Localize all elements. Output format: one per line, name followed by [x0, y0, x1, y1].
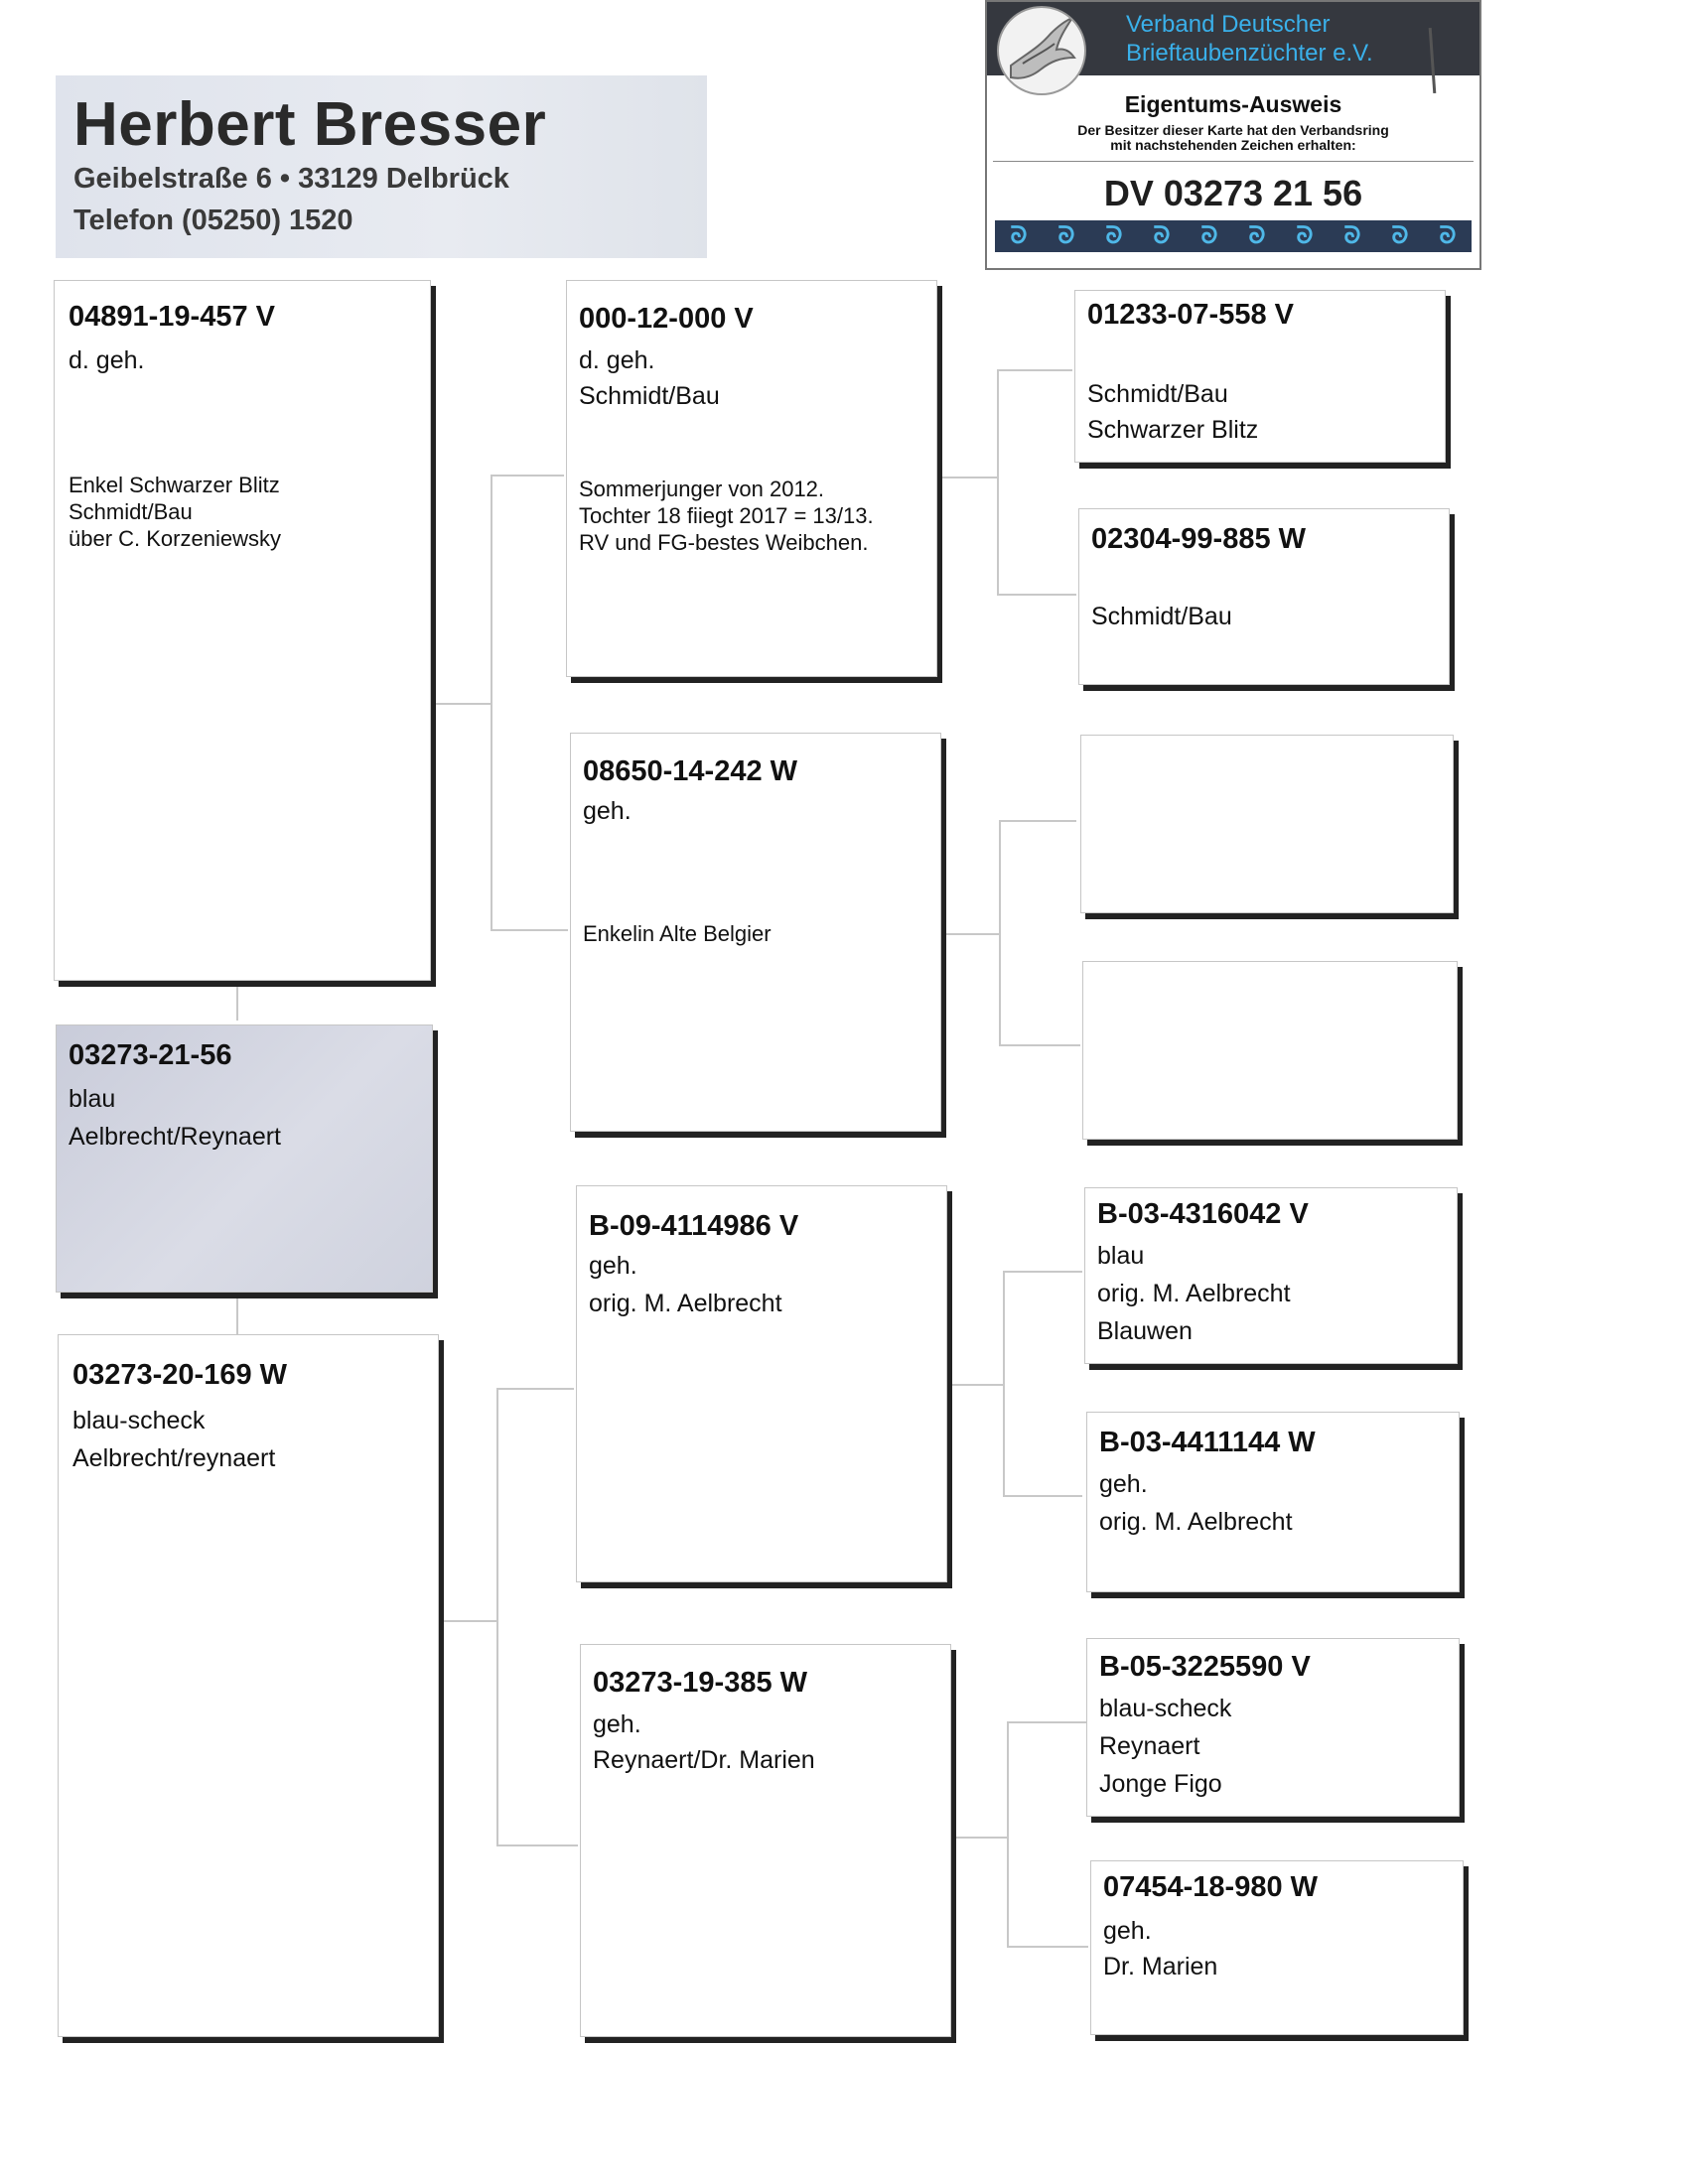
pedigree-box-ffm: [1078, 508, 1450, 685]
connector-line: [1007, 1721, 1009, 1948]
pedigree-box-mfm: [1086, 1412, 1460, 1592]
pedigree-box-mmm: [1090, 1860, 1464, 2035]
lineage-label: Schwarzer Blitz: [1087, 416, 1259, 444]
connector-line: [951, 1837, 1009, 1839]
ring-number: 03273-19-385 W: [593, 1667, 808, 1699]
ring-number: B-05-3225590 V: [1099, 1651, 1311, 1683]
pedigree-box-father-father: [566, 280, 937, 677]
pedigree-box-fff: [1074, 290, 1446, 463]
band-pattern-glyph: ᘐ: [1153, 222, 1171, 249]
pedigree-box-mother: [58, 1334, 439, 2037]
card-org-line: Brieftaubenzüchter e.V.: [1126, 40, 1373, 67]
lineage-label: Reynaert/Dr. Marien: [593, 1746, 815, 1774]
pedigree-box-fmf-empty: [1080, 735, 1454, 913]
note-line: Enkel Schwarzer Blitz: [69, 473, 280, 497]
ring-number: 03273-20-169 W: [72, 1359, 288, 1391]
pigeon-logo-icon: [997, 6, 1086, 95]
connector-line: [943, 933, 1001, 935]
ring-number: B-03-4316042 V: [1097, 1198, 1309, 1230]
band-pattern-glyph: ᘐ: [1105, 222, 1123, 249]
connector-line: [435, 703, 492, 705]
color-label: blau: [69, 1085, 116, 1113]
color-label: blau: [1097, 1242, 1145, 1270]
lineage-label: orig. M. Aelbrecht: [589, 1290, 782, 1317]
ring-number: 01233-07-558 V: [1087, 299, 1294, 331]
color-label: d. geh.: [579, 346, 655, 374]
lineage-label: orig. M. Aelbrecht: [1099, 1508, 1293, 1536]
lineage-label: Schmidt/Bau: [1087, 380, 1228, 408]
color-label: geh.: [593, 1710, 641, 1738]
owner-address: Geibelstraße 6 • 33129 Delbrück: [73, 163, 509, 195]
ring-number: 07454-18-980 W: [1103, 1871, 1319, 1903]
connector-line: [999, 1044, 1080, 1046]
ring-number: 04891-19-457 V: [69, 301, 275, 333]
ring-number: 000-12-000 V: [579, 303, 754, 335]
connector-line: [939, 477, 999, 478]
card-pattern-band: [995, 220, 1472, 252]
lineage-label: Aelbrecht/Reynaert: [69, 1123, 282, 1151]
band-pattern-glyph: ᘐ: [1200, 222, 1218, 249]
connector-line: [496, 1844, 578, 1846]
lineage-label: Blauwen: [1097, 1317, 1193, 1345]
note-line: Schmidt/Bau: [69, 499, 193, 524]
ownership-card: [985, 0, 1481, 270]
pedigree-box-fmm-empty: [1082, 961, 1458, 1140]
connector-line: [443, 1620, 498, 1622]
ring-number: B-03-4411144 W: [1099, 1427, 1316, 1458]
lineage-label: orig. M. Aelbrecht: [1097, 1280, 1291, 1307]
note-line: über C. Korzeniewsky: [69, 526, 281, 551]
color-label: geh.: [1103, 1917, 1152, 1945]
connector-line: [1007, 1946, 1088, 1948]
connector-line: [491, 475, 564, 477]
connector-line: [236, 981, 238, 1021]
lineage-label: Schmidt/Bau: [579, 382, 720, 410]
band-pattern-glyph: ᘐ: [1248, 222, 1266, 249]
color-label: blau-scheck: [1099, 1695, 1232, 1722]
connector-line: [1003, 1271, 1082, 1273]
note-line: Sommerjunger von 2012.: [579, 477, 825, 501]
band-pattern-glyph: ᘐ: [1296, 222, 1314, 249]
card-organisation: [1126, 10, 1373, 68]
owner-name: Herbert Bresser: [73, 90, 547, 159]
connector-line: [997, 369, 1072, 371]
card-text-line: Der Besitzer dieser Karte hat den Verbandsring: [1077, 122, 1389, 138]
color-label: geh.: [583, 797, 632, 825]
connector-line: [1003, 1271, 1005, 1497]
lineage-label: Schmidt/Bau: [1091, 603, 1232, 630]
card-org-line: Verband Deutscher: [1126, 11, 1331, 38]
owner-header: [56, 75, 707, 258]
band-pattern-glyph: ᘐ: [1057, 222, 1075, 249]
connector-line: [999, 820, 1076, 822]
color-label: d. geh.: [69, 346, 145, 374]
pedigree-box-mff: [1084, 1187, 1458, 1364]
card-title: Eigentums-Ausweis: [1124, 91, 1342, 117]
connector-line: [999, 820, 1001, 1046]
ring-number: 02304-99-885 W: [1091, 523, 1307, 555]
lineage-label: Aelbrecht/reynaert: [72, 1444, 276, 1472]
note-line: Tochter 18 fiiegt 2017 = 13/13.: [579, 503, 874, 528]
connector-line: [997, 594, 1076, 596]
connector-line: [496, 1388, 498, 1846]
owner-phone: Telefon (05250) 1520: [73, 205, 353, 236]
ring-number: B-09-4114986 V: [589, 1210, 799, 1242]
connector-line: [496, 1388, 574, 1390]
note-line: Enkelin Alte Belgier: [583, 921, 772, 946]
card-text: [987, 123, 1479, 153]
card-divider: [993, 161, 1474, 162]
connector-line: [491, 929, 568, 931]
connector-line: [491, 475, 492, 931]
color-label: geh.: [589, 1252, 637, 1280]
band-pattern-glyph: ᘐ: [1439, 222, 1457, 249]
pedigree-box-father-mother: [570, 733, 941, 1132]
ring-number: 08650-14-242 W: [583, 755, 798, 787]
lineage-label: Jonge Figo: [1099, 1770, 1222, 1798]
connector-line: [997, 369, 999, 596]
lineage-label: Dr. Marien: [1103, 1953, 1218, 1980]
lineage-label: Reynaert: [1099, 1732, 1200, 1760]
connector-line: [236, 1295, 238, 1334]
connector-line: [1003, 1495, 1082, 1497]
card-ring-number: DV 03273 21 56: [1103, 173, 1363, 213]
color-label: geh.: [1099, 1470, 1148, 1498]
pedigree-box-mmf: [1086, 1638, 1460, 1817]
color-label: blau-scheck: [72, 1407, 206, 1434]
note-line: RV und FG-bestes Weibchen.: [579, 530, 869, 555]
ring-number: 03273-21-56: [69, 1039, 232, 1071]
pedigree-box-mother-father: [576, 1185, 947, 1582]
connector-line: [949, 1384, 1005, 1386]
pedigree-box-mother-mother: [580, 1644, 951, 2037]
band-pattern-glyph: ᘐ: [1343, 222, 1361, 249]
connector-line: [1007, 1721, 1086, 1723]
pedigree-box-father: [54, 280, 431, 981]
card-text-line: mit nachstehenden Zeichen erhalten:: [1110, 137, 1356, 153]
pedigree-box-subject: [56, 1024, 433, 1293]
band-pattern-glyph: ᘐ: [1010, 222, 1028, 249]
band-pattern-glyph: ᘐ: [1391, 222, 1409, 249]
